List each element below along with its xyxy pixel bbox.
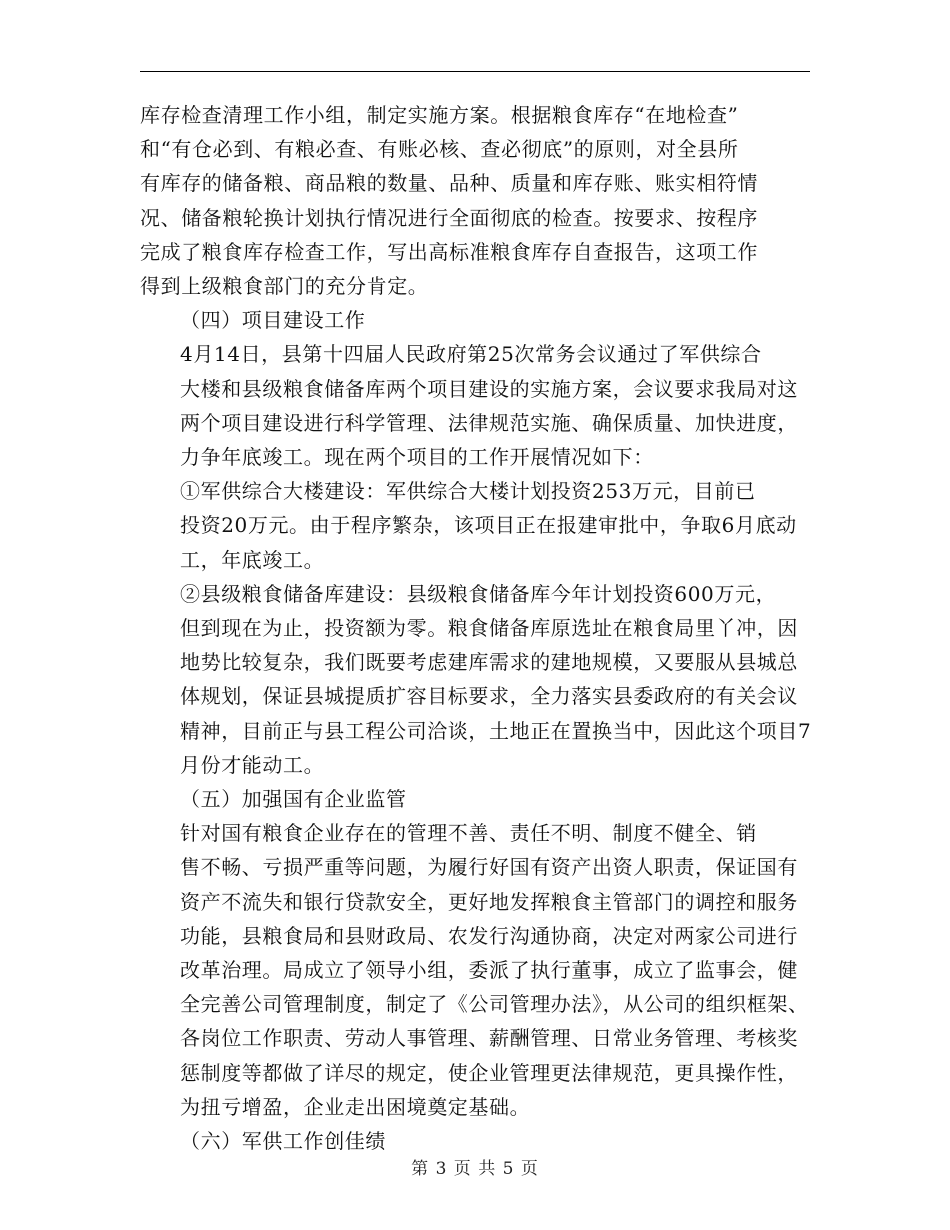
heading-text: （六）军供工作创佳绩: [180, 1129, 386, 1154]
header-rule: [140, 71, 810, 72]
text-line: 但到现在为止，投资额为零。粮食储备库原选址在粮食局里丫冲，因: [180, 616, 798, 641]
paragraph-grain-reserve-depot: [140, 577, 810, 782]
text-line: ②县级粮食储备库建设：县级粮食储备库今年计划投资600万元，: [180, 581, 777, 606]
text-line: 两个项目建设进行科学管理、法律规范实施、确保质量、加快进度，: [180, 410, 798, 435]
text-line: 有库存的储备粮、商品粮的数量、品种、质量和库存账、账实相符情: [140, 171, 758, 196]
paragraph-military-supply-building: [140, 474, 810, 577]
text-line: 精神，目前正与县工程公司洽谈，土地正在置换当中，因此这个项目7: [180, 718, 812, 743]
text-line: 全完善公司管理制度，制定了《公司管理办法》，从公司的组织框架、: [180, 992, 809, 1017]
text-line: 为扭亏增盈，企业走出困境奠定基础。: [180, 1094, 531, 1119]
document-body: [140, 98, 810, 1158]
text-line: 惩制度等都做了详尽的规定，使企业管理更法律规范，更具操作性，: [180, 1060, 798, 1085]
heading-text: （四）项目建设工作: [180, 308, 366, 333]
text-line: 月份才能动工。: [180, 752, 325, 777]
text-line: 完成了粮食库存检查工作，写出高标准粮食库存自查报告，这项工作: [140, 239, 758, 264]
text-line: 改革治理。局成立了领导小组，委派了执行董事，成立了监事会，健: [180, 958, 798, 983]
paragraph-inventory-check: [140, 98, 810, 303]
text-line: 针对国有粮食企业存在的管理不善、责任不明、制度不健全、销: [180, 821, 757, 846]
page-number: 第 3 页 共 5 页: [411, 1159, 539, 1179]
section-heading-state-enterprise-supervision: [140, 782, 810, 816]
text-line: 体规划，保证县城提质扩容目标要求，全力落实县委政府的有关会议: [180, 684, 798, 709]
text-line: 资产不流失和银行贷款安全，更好地发挥粮食主管部门的调控和服务: [180, 889, 798, 914]
heading-text: （五）加强国有企业监管: [180, 787, 407, 812]
text-line: 投资20万元。由于程序繁杂，该项目正在报建审批中，争取6月底动: [180, 513, 797, 538]
text-line: 得到上级粮食部门的充分肯定。: [140, 274, 429, 299]
text-line: 功能，县粮食局和县财政局、农发行沟通协商，决定对两家公司进行: [180, 923, 798, 948]
section-heading-project-construction: [140, 303, 810, 337]
text-line: 4月14日，县第十四届人民政府第25次常务会议通过了军供综合: [180, 342, 762, 367]
text-line: 地势比较复杂，我们既要考虑建库需求的建地规模，又要服从县城总: [180, 650, 798, 675]
text-line: 况、储备粮轮换计划执行情况进行全面彻底的检查。按要求、按程序: [140, 205, 758, 230]
text-line: 工，年底竣工。: [180, 547, 325, 572]
text-line: ①军供综合大楼建设：军供综合大楼计划投资253万元，目前已: [180, 479, 756, 504]
text-line: 大楼和县级粮食储备库两个项目建设的实施方案，会议要求我局对这: [180, 376, 798, 401]
paragraph-project-overview: [140, 337, 810, 474]
paragraph-enterprise-reform: [140, 816, 810, 1124]
text-line: 库存检查清理工作小组，制定实施方案。根据粮食库存“在地检查”: [140, 103, 739, 127]
text-line: 和“有仓必到、有粮必查、有账必核、查必彻底”的原则，对全县所: [140, 137, 739, 162]
text-line: 力争年底竣工。现在两个项目的工作开展情况如下：: [180, 445, 654, 470]
text-line: 售不畅、亏损严重等问题，为履行好国有资产出资人职责，保证国有: [180, 855, 798, 880]
text-line: 各岗位工作职责、劳动人事管理、薪酬管理、日常业务管理、考核奖: [180, 1026, 798, 1051]
